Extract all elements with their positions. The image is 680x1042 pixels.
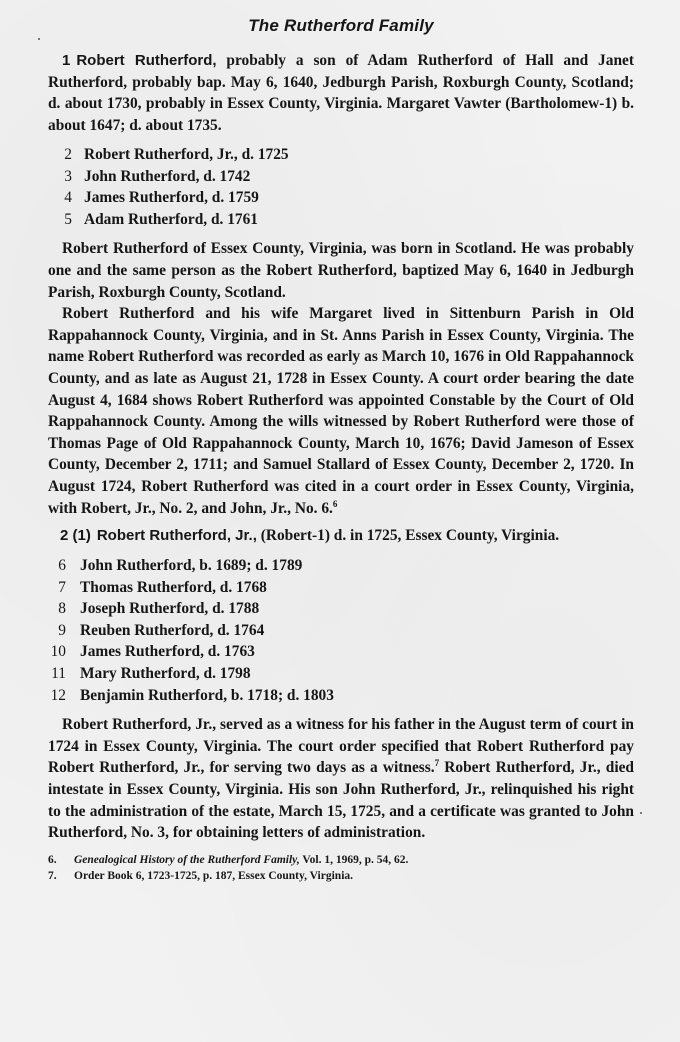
child-number: 6	[58, 557, 66, 575]
entry-number: 2 (1)	[60, 527, 91, 545]
footnote-text: Vol. 1, 1969, p. 54, 62.	[299, 853, 409, 866]
child-number: 10	[50, 643, 66, 661]
child-text: Adam Rutherford, d. 1761	[84, 210, 259, 228]
children-list-2	[48, 555, 634, 706]
child-number: 8	[58, 600, 66, 618]
paragraph-birth: Robert Rutherford of Essex County, Virginia, was born in Scotland. He was probably one and the same person as the Robert Rutherford, baptized May 6, 1640 in Jedburgh Parish, Roxburgh County, Scotland.	[48, 240, 634, 301]
child-item	[48, 166, 634, 188]
child-item	[48, 663, 634, 685]
child-item	[48, 577, 634, 599]
footnote-number: 7.	[48, 869, 57, 882]
paragraph-text: Robert Rutherford, Jr., served as a witness for his father in the August term of court in 1724 in Essex County, Virginia. The court order specified that Robert Rutherford pay Robert Rutherford, Jr., for serving two days as a witness.	[48, 716, 634, 777]
child-number: 5	[64, 210, 72, 228]
footnotes	[48, 852, 634, 884]
child-text: James Rutherford, d. 1759	[84, 189, 259, 207]
child-item	[48, 641, 634, 663]
child-item	[48, 598, 634, 620]
child-text: Joseph Rutherford, d. 1788	[80, 600, 260, 618]
scan-speck	[640, 812, 642, 814]
children-list-1	[48, 144, 634, 230]
child-item	[48, 187, 634, 209]
paragraph-witness	[48, 714, 634, 844]
child-text: Benjamin Rutherford, b. 1718; d. 1803	[80, 686, 334, 704]
page-title: The Rutherford Family	[248, 16, 434, 35]
entry-text: probably a son of Adam Rutherford of Hall and Janet Rutherford, probably bap. May 6, 1640, Jedburgh Parish, Roxburgh County, Scotland; d. about 1730, probably in Essex County, Virginia. Margaret Vawter (Bartholomew-1) b. about 1647; d. about 1735.	[48, 52, 634, 134]
child-text: James Rutherford, d. 1763	[80, 643, 255, 661]
footnote	[48, 852, 634, 868]
entry-number: 1	[62, 52, 71, 69]
child-number: 9	[58, 621, 66, 639]
entry-name: Robert Rutherford,	[76, 52, 217, 69]
child-number: 12	[50, 686, 66, 704]
child-item	[48, 620, 634, 642]
child-item	[48, 685, 634, 707]
footnote-text: Order Book 6, 1723-1725, p. 187, Essex County, Virginia.	[74, 869, 354, 882]
footnote-title: Genealogical History of the Rutherford Family,	[74, 853, 300, 866]
footnote-number: 6.	[48, 853, 57, 866]
child-text: Reuben Rutherford, d. 1764	[80, 621, 265, 639]
scan-speck	[38, 38, 40, 40]
footnote-ref: 6	[332, 498, 338, 509]
child-number: 3	[64, 167, 72, 185]
child-item	[48, 209, 634, 231]
child-number: 7	[58, 578, 66, 596]
paragraph-text: Robert Rutherford, Jr., died intestate in Essex County, Virginia. His son John Rutherford, Jr., relinquished his right to the administration of the estate, March 15, 1725, and a certificate was granted to John Rutherford, No. 3, for obtaining letters of administration.	[48, 759, 634, 842]
footnote	[48, 868, 634, 884]
paragraph-text: Robert Rutherford and his wife Margaret lived in Sittenburn Parish in Old Rappahannock County, Virginia, and in St. Anns Parish in Essex County, Virginia. The name Robert Rutherford was recorded as early as March 10, 1676 in Old Rappahannock County, and as late as August 21, 1728 in Essex County. A court order bearing the date August 4, 1684 shows Robert Rutherford was appointed Constable by the Court of Old Rappahannock County. Among the wills witnessed by Robert Rutherford were those of Thomas Page of Old Rappahannock County, March 10, 1676; David Jameson of Essex County, December 2, 1711; and Samuel Stallard of Essex County, December 2, 1720. In August 1724, Robert Rutherford was cited in a court order in Essex County, Virginia, with Robert, Jr., No. 2, and John, Jr., No. 6.	[48, 305, 634, 517]
child-number: 4	[64, 189, 72, 207]
child-number: 2	[64, 146, 72, 163]
entry-robert-sr	[48, 50, 634, 136]
child-text: Thomas Rutherford, d. 1768	[80, 578, 267, 596]
entry-robert-jr	[48, 525, 634, 547]
footnote-ref: 7	[434, 758, 440, 769]
child-item	[48, 555, 634, 577]
child-text: John Rutherford, d. 1742	[84, 167, 251, 185]
entry-text: (Robert-1) d. in 1725, Essex County, Virginia.	[260, 527, 560, 545]
child-item	[48, 144, 634, 166]
child-text: Mary Rutherford, d. 1798	[80, 665, 251, 683]
entry-name: Robert Rutherford, Jr.,	[96, 527, 257, 545]
child-number: 11	[51, 665, 66, 683]
child-text: Robert Rutherford, Jr., d. 1725	[84, 146, 289, 163]
paragraph-records	[48, 303, 634, 519]
child-text: John Rutherford, b. 1689; d. 1789	[80, 557, 303, 575]
